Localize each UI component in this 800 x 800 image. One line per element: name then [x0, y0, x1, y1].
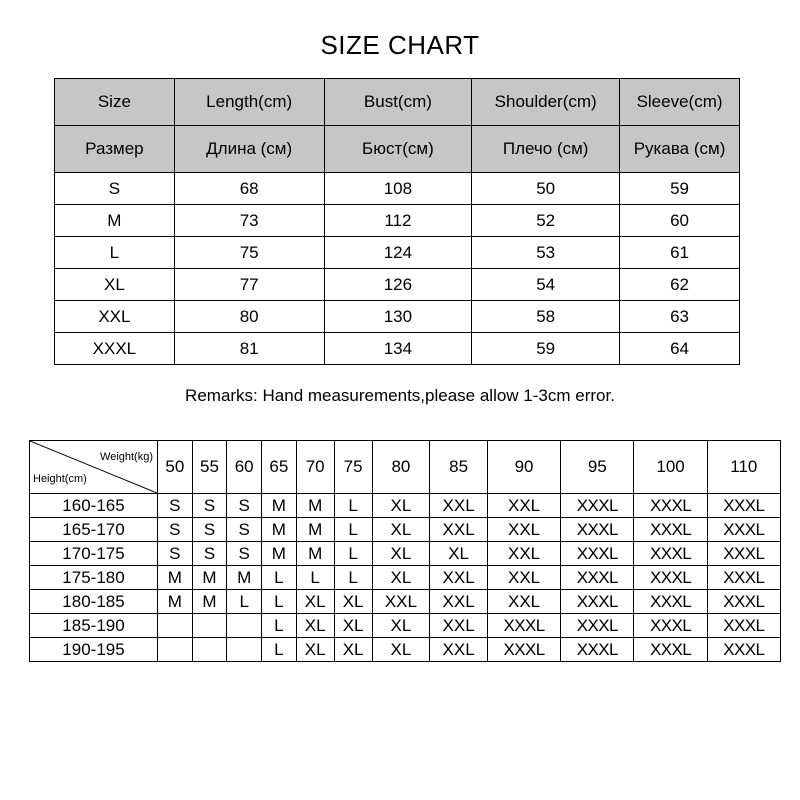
size-row: [55, 173, 740, 205]
size-recommendation-cell: XXXL: [561, 518, 634, 542]
height-range-cell: 185-190: [30, 614, 158, 638]
size-recommendation-cell: L: [334, 566, 372, 590]
size-cell-sleeve: 62: [620, 269, 740, 301]
size-recommendation-cell: M: [227, 566, 262, 590]
height-row: [30, 566, 781, 590]
size-recommendation-cell: L: [262, 614, 297, 638]
size-row: [55, 269, 740, 301]
size-recommendation-cell: XL: [296, 638, 334, 662]
header-size-ru: Размер: [55, 126, 175, 173]
weight-header-cell: 95: [561, 441, 634, 494]
size-cell-shoulder: 50: [472, 173, 620, 205]
header-sleeve: Sleeve(cm): [620, 79, 740, 126]
size-recommendation-cell: S: [158, 518, 193, 542]
header-sleeve-ru: Рукава (см): [620, 126, 740, 173]
size-row: [55, 333, 740, 365]
size-recommendation-cell: XL: [430, 542, 488, 566]
size-recommendation-cell: XXXL: [707, 566, 780, 590]
height-row: [30, 614, 781, 638]
size-row: [55, 237, 740, 269]
size-recommendation-cell: XXXL: [634, 614, 707, 638]
remarks-note: Remarks: Hand measurements,please allow 1-3cm error.: [185, 386, 615, 405]
size-cell-shoulder: 52: [472, 205, 620, 237]
weight-header-cell: 85: [430, 441, 488, 494]
size-cell-bust: 134: [324, 333, 472, 365]
header-size: Size: [55, 79, 175, 126]
size-recommendation-cell: XXXL: [561, 494, 634, 518]
size-recommendation-cell: S: [192, 542, 227, 566]
size-recommendation-cell: XXXL: [707, 542, 780, 566]
weight-header-cell: 100: [634, 441, 707, 494]
weight-header-row: [30, 441, 781, 494]
size-recommendation-cell: XXXL: [707, 590, 780, 614]
size-recommendation-cell: XL: [372, 638, 430, 662]
size-cell-sleeve: 59: [620, 173, 740, 205]
size-recommendation-cell: [158, 614, 193, 638]
size-recommendation-cell: [227, 614, 262, 638]
header-length: Length(cm): [174, 79, 324, 126]
size-recommendation-cell: M: [158, 590, 193, 614]
size-recommendation-cell: XXL: [487, 494, 560, 518]
weight-header-cell: 75: [334, 441, 372, 494]
weight-header-cell: 60: [227, 441, 262, 494]
page-title: SIZE CHART: [320, 30, 480, 60]
size-recommendation-cell: S: [158, 494, 193, 518]
size-recommendation-cell: XXXL: [487, 614, 560, 638]
size-cell-sleeve: 63: [620, 301, 740, 333]
height-row: [30, 494, 781, 518]
height-range-cell: 190-195: [30, 638, 158, 662]
size-recommendation-cell: XXXL: [634, 542, 707, 566]
size-recommendation-cell: L: [262, 590, 297, 614]
size-recommendation-cell: XXXL: [561, 614, 634, 638]
size-cell-size: XL: [55, 269, 175, 301]
size-recommendation-cell: M: [262, 494, 297, 518]
height-row: [30, 638, 781, 662]
size-cell-length: 68: [174, 173, 324, 205]
size-recommendation-cell: [192, 614, 227, 638]
size-recommendation-cell: M: [192, 566, 227, 590]
size-recommendation-cell: XXL: [487, 590, 560, 614]
size-cell-length: 81: [174, 333, 324, 365]
size-cell-bust: 112: [324, 205, 472, 237]
size-recommendation-cell: XL: [372, 566, 430, 590]
corner-weight-label: Weight(kg): [100, 451, 153, 463]
height-row: [30, 542, 781, 566]
height-range-cell: 160-165: [30, 494, 158, 518]
weight-header-cell: 90: [487, 441, 560, 494]
size-recommendation-cell: M: [296, 542, 334, 566]
height-row: [30, 518, 781, 542]
size-recommendation-cell: XXL: [430, 518, 488, 542]
size-recommendation-cell: XXL: [430, 566, 488, 590]
size-recommendation-cell: XXL: [430, 590, 488, 614]
size-recommendation-cell: M: [296, 494, 334, 518]
weight-header-cell: 55: [192, 441, 227, 494]
size-cell-shoulder: 54: [472, 269, 620, 301]
height-row: [30, 590, 781, 614]
size-recommendation-cell: XXL: [487, 542, 560, 566]
size-cell-size: XXL: [55, 301, 175, 333]
size-recommendation-cell: XXL: [487, 518, 560, 542]
size-recommendation-cell: L: [227, 590, 262, 614]
size-recommendation-cell: M: [158, 566, 193, 590]
size-recommendation-cell: XXL: [430, 494, 488, 518]
size-recommendation-cell: L: [262, 638, 297, 662]
size-recommendation-cell: S: [227, 494, 262, 518]
size-header-ru-row: [55, 126, 740, 173]
size-recommendation-cell: [158, 638, 193, 662]
size-cell-bust: 130: [324, 301, 472, 333]
size-cell-bust: 124: [324, 237, 472, 269]
diagonal-divider: [30, 441, 157, 493]
size-recommendation-cell: XXXL: [634, 566, 707, 590]
size-cell-length: 80: [174, 301, 324, 333]
size-cell-sleeve: 64: [620, 333, 740, 365]
size-header-en-row: [55, 79, 740, 126]
header-shoulder-ru: Плечо (см): [472, 126, 620, 173]
size-recommendation-cell: XXXL: [707, 614, 780, 638]
weight-header-cell: 50: [158, 441, 193, 494]
size-recommendation-cell: XXXL: [487, 638, 560, 662]
size-cell-size: L: [55, 237, 175, 269]
size-cell-sleeve: 60: [620, 205, 740, 237]
height-range-cell: 175-180: [30, 566, 158, 590]
size-recommendation-cell: XXXL: [561, 566, 634, 590]
size-recommendation-cell: S: [227, 518, 262, 542]
size-recommendation-cell: XXXL: [707, 494, 780, 518]
size-recommendation-cell: L: [262, 566, 297, 590]
height-range-cell: 180-185: [30, 590, 158, 614]
weight-height-table: [29, 440, 781, 662]
size-recommendation-cell: XXXL: [634, 638, 707, 662]
weight-header-cell: 80: [372, 441, 430, 494]
size-recommendation-cell: L: [334, 518, 372, 542]
size-recommendation-cell: XL: [372, 518, 430, 542]
header-shoulder: Shoulder(cm): [472, 79, 620, 126]
size-recommendation-cell: L: [296, 566, 334, 590]
size-recommendation-cell: XXL: [487, 566, 560, 590]
corner-height-label: Height(cm): [33, 473, 87, 485]
size-recommendation-cell: XL: [334, 590, 372, 614]
size-row: [55, 205, 740, 237]
size-cell-shoulder: 53: [472, 237, 620, 269]
size-recommendation-cell: XXXL: [561, 590, 634, 614]
size-cell-shoulder: 59: [472, 333, 620, 365]
size-recommendation-cell: M: [192, 590, 227, 614]
size-recommendation-cell: S: [192, 518, 227, 542]
size-recommendation-cell: M: [262, 518, 297, 542]
size-recommendation-cell: S: [158, 542, 193, 566]
size-cell-length: 77: [174, 269, 324, 301]
corner-cell: [30, 441, 158, 494]
header-bust: Bust(cm): [324, 79, 472, 126]
size-table: [54, 78, 740, 365]
height-range-cell: 170-175: [30, 542, 158, 566]
size-cell-size: S: [55, 173, 175, 205]
weight-header-cell: 70: [296, 441, 334, 494]
size-recommendation-cell: [192, 638, 227, 662]
header-bust-ru: Бюст(см): [324, 126, 472, 173]
size-recommendation-cell: XXXL: [707, 518, 780, 542]
size-recommendation-cell: S: [192, 494, 227, 518]
size-recommendation-cell: XL: [334, 614, 372, 638]
size-recommendation-cell: XL: [296, 614, 334, 638]
size-recommendation-cell: L: [334, 494, 372, 518]
size-recommendation-cell: XL: [296, 590, 334, 614]
size-recommendation-cell: XL: [372, 494, 430, 518]
size-recommendation-cell: XL: [372, 542, 430, 566]
size-recommendation-cell: XXXL: [707, 638, 780, 662]
size-recommendation-cell: XXL: [372, 590, 430, 614]
size-recommendation-cell: XXXL: [561, 542, 634, 566]
size-recommendation-cell: M: [262, 542, 297, 566]
size-cell-bust: 108: [324, 173, 472, 205]
size-recommendation-cell: [227, 638, 262, 662]
size-cell-bust: 126: [324, 269, 472, 301]
size-cell-size: M: [55, 205, 175, 237]
size-cell-size: XXXL: [55, 333, 175, 365]
size-recommendation-cell: L: [334, 542, 372, 566]
weight-header-cell: 110: [707, 441, 780, 494]
size-recommendation-cell: XXL: [430, 614, 488, 638]
size-recommendation-cell: XXXL: [561, 638, 634, 662]
size-cell-length: 75: [174, 237, 324, 269]
size-recommendation-cell: XXXL: [634, 518, 707, 542]
size-recommendation-cell: XXXL: [634, 494, 707, 518]
size-recommendation-cell: M: [296, 518, 334, 542]
size-recommendation-cell: XL: [372, 614, 430, 638]
size-cell-length: 73: [174, 205, 324, 237]
size-recommendation-cell: XXXL: [634, 590, 707, 614]
size-cell-sleeve: 61: [620, 237, 740, 269]
size-recommendation-cell: XXL: [430, 638, 488, 662]
size-cell-shoulder: 58: [472, 301, 620, 333]
size-recommendation-cell: XL: [334, 638, 372, 662]
weight-header-cell: 65: [262, 441, 297, 494]
size-recommendation-cell: S: [227, 542, 262, 566]
height-range-cell: 165-170: [30, 518, 158, 542]
header-length-ru: Длина (см): [174, 126, 324, 173]
size-row: [55, 301, 740, 333]
